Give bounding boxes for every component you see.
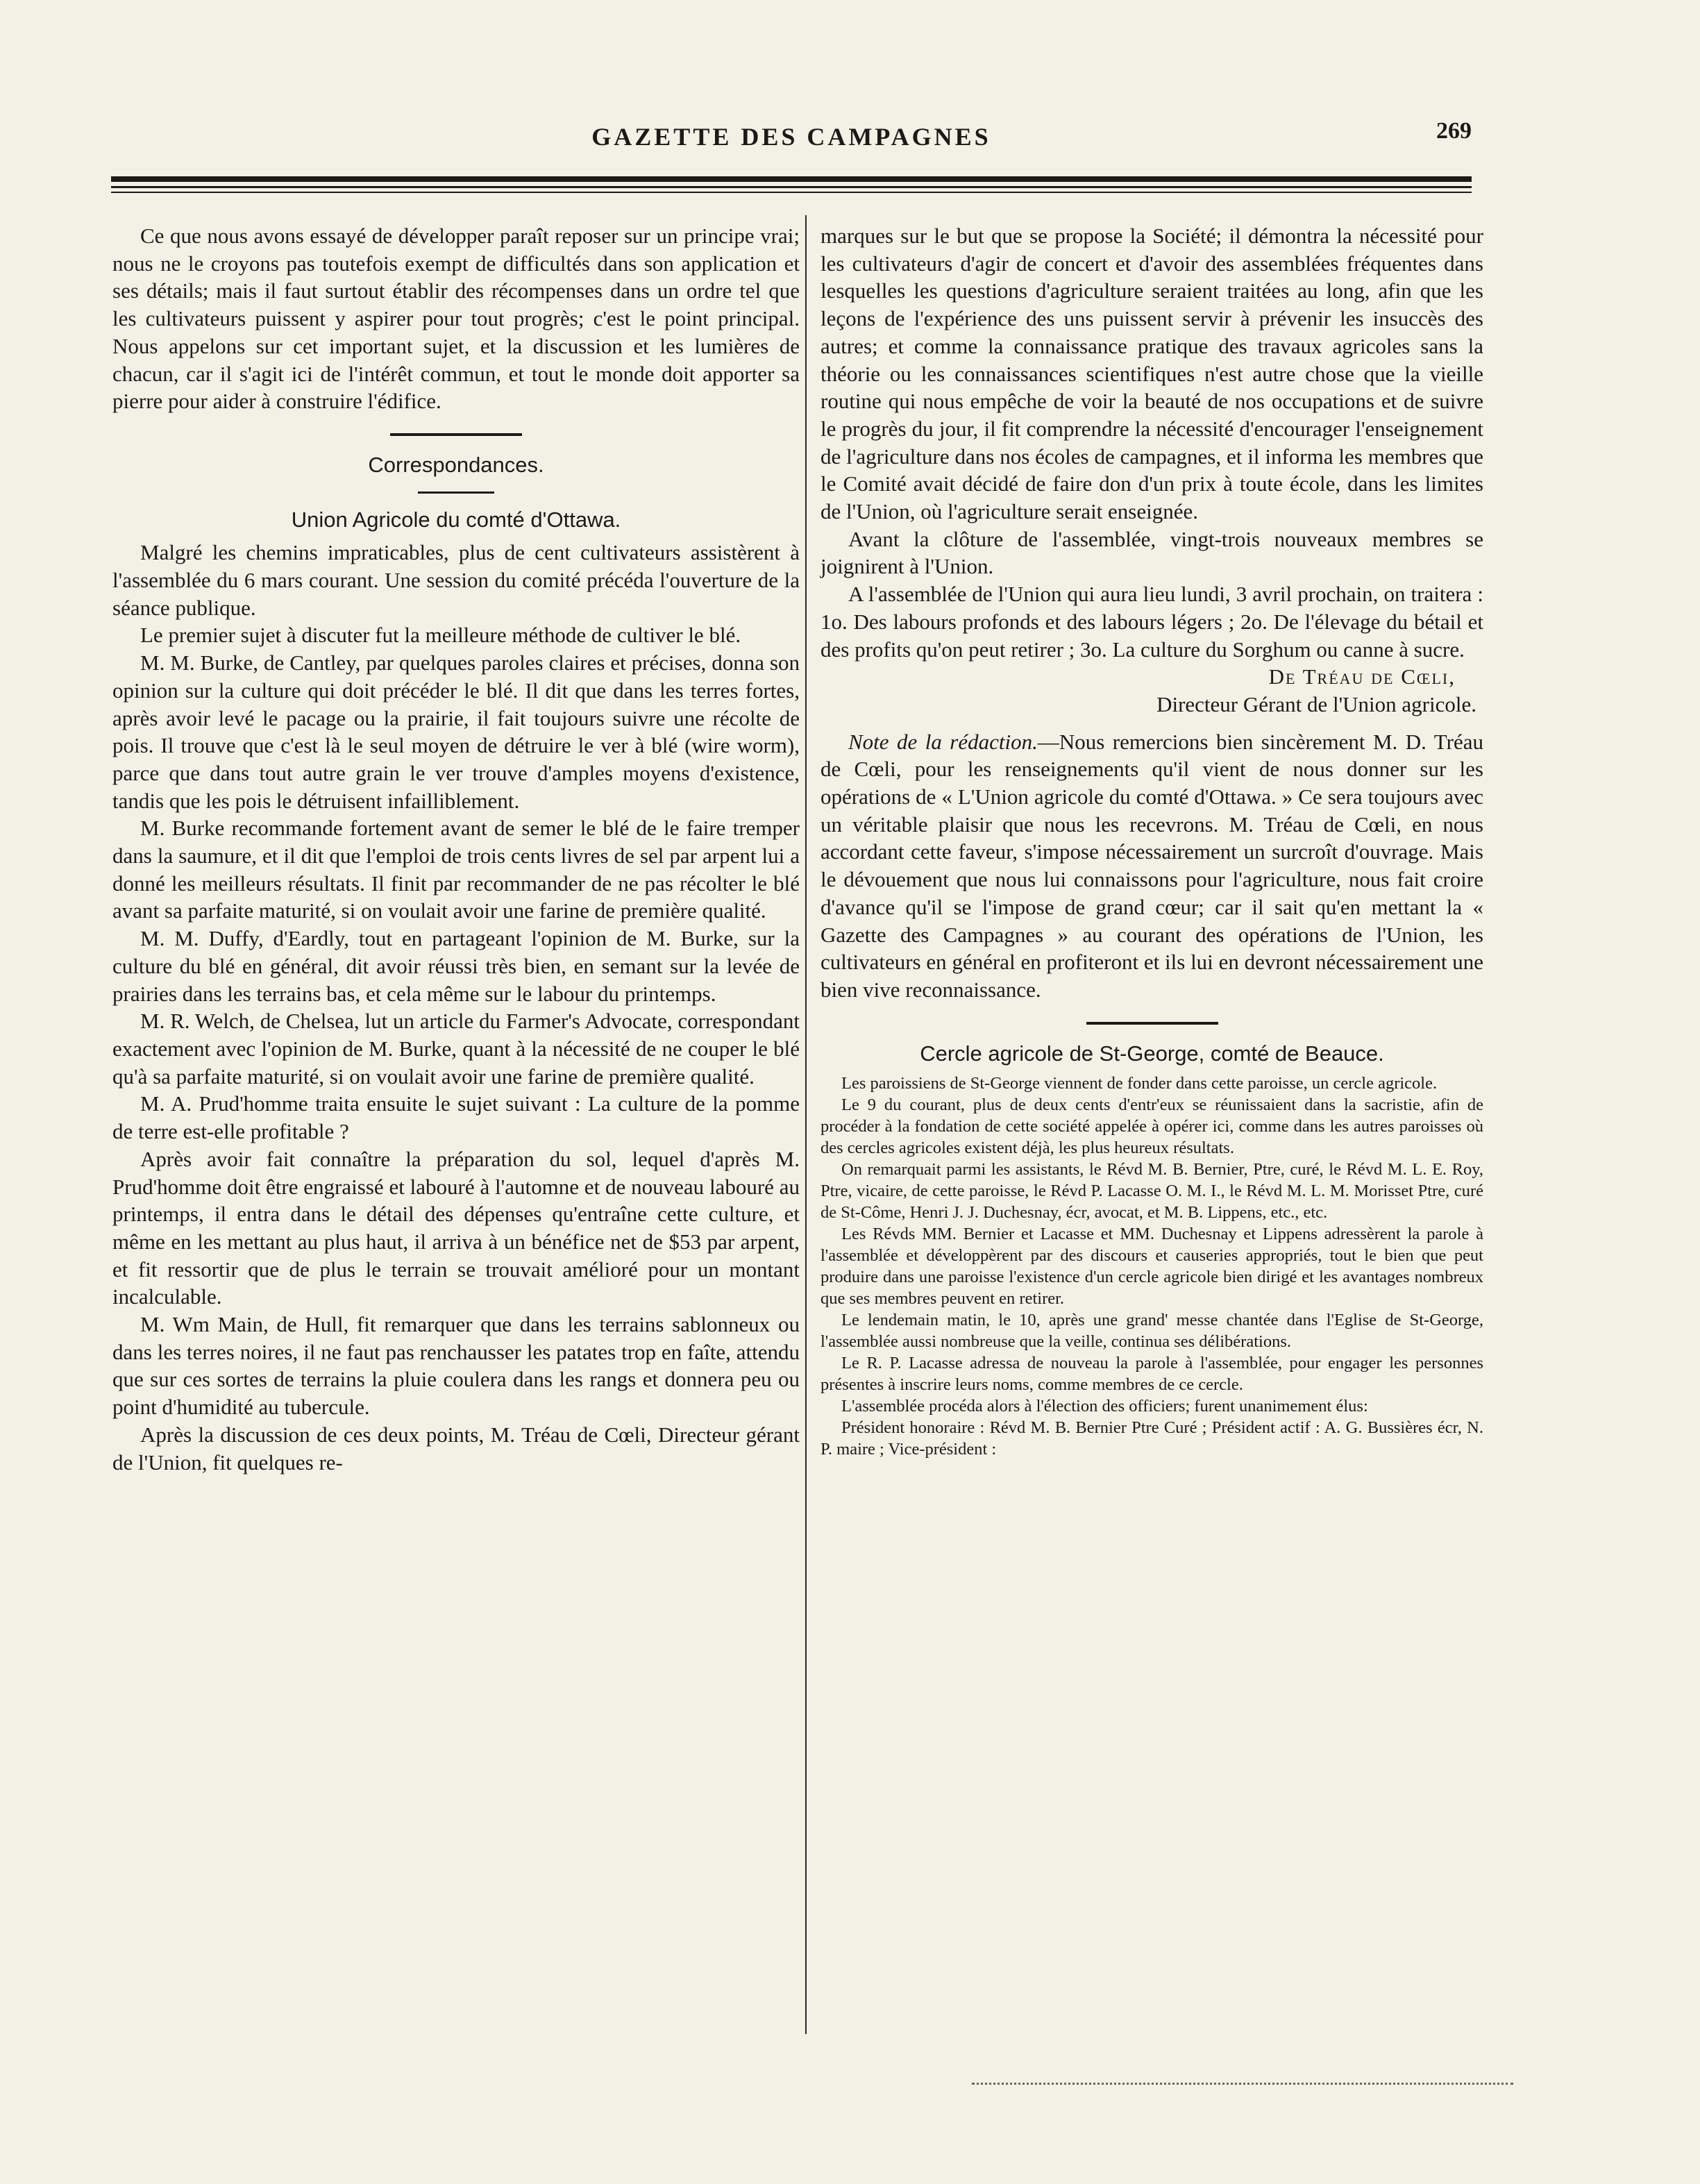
cercle-paragraph: On remarquait parmi les assistants, le Révd M. B. Bernier, Ptre, curé, le Révd M. L. E. Roy, Ptre, vicaire, de cette paroisse, le Révd P. Lacasse O. M. I., le Révd M. L. M. Morisset Ptre, curé de St-Côme, Henri J. J. Duchesnay, écr, avocat, et M. B. Lippens, etc., etc. (820, 1160, 1483, 1223)
article-paragraph: A l'assemblée de l'Union qui aura lieu lundi, 3 avril prochain, on traitera : 1o. Des labours profonds et des labours légers ; 2o. De l'élevage du bétail et des profits qu'on peut retirer ; 3o. La culture du Sorghum ou canne à sucre. (820, 582, 1483, 662)
article-paragraph: M. M. Burke, de Cantley, par quelques paroles claires et précises, donna son opinion sur la culture qui doit précéder le blé. Il dit que dans les terres fortes, après avoir levé le pacage ou la prairie, il fait toujours suivre une récolte de pois. Il trouve que c'est là le seul moyen de détruire le ver à blé (wire worm), parce que dans tout autre grain le ver trouve d'amples moyens d'existence, tandis que les pois le détruisent infailliblement. (112, 650, 800, 813)
article-paragraph: marques sur le but que se propose la Société; il démontra la nécessité pour les cultivateurs d'agir de concert et d'avoir des assemblées fréquentes dans lesquelles les questions d'agriculture seraient traitées au long, afin que les leçons de l'expérience des uns puissent servir à prévenir les insuccès des autres; et comme la connaissance pratique des travaux agricoles sans la théorie ou les connaissances scientifiques n'est autre chose que la vieille routine qui nous empêche de voir la beauté de nos occupations et de suivre le progrès du jour, il fit comprendre la nécessité d'encourager l'enseignement de l'agriculture dans nos écoles de campagnes, et il informa les membres que le Comité avait décidé de faire don d'un prix à toute école, dans les limites de l'Union, où l'agriculture serait enseignée. (820, 224, 1483, 524)
editor-note-label: Note de la rédaction. (848, 729, 1038, 754)
cercle-paragraph: Les Révds MM. Bernier et Lacasse et MM. Duchesnay et Lippens adressèrent la parole à l'assemblée et développèrent par des discours et causeries appropriés, tout le bien que peut produire dans une paroisse l'existence d'un cercle agricole bien dirigé et les avantages nombreux que ses membres peuvent en retirer. (820, 1225, 1483, 1309)
article-paragraph: Après avoir fait connaître la préparation du sol, lequel d'après M. Prud'homme doit être engraissé et labouré à l'automne et de nouveau labouré au printemps, il entra dans le détail des dépenses qu'entraîne cette culture, et même en les mettant au plus haut, il arriva à un bénéfice net de $53 par arpent, et fit ressortir que de plus le terrain se trouvait amélioré pour un montant incalculable. (112, 1146, 800, 1309)
article-title: Union Agricole du comté d'Ottawa. (291, 507, 621, 532)
cercle-paragraph: Le R. P. Lacasse adressa de nouveau la parole à l'assemblée, pour engager les personnes présentes à inscrire leurs noms, comme membres de ce cercle. (820, 1354, 1483, 1395)
section-separator (1086, 1022, 1218, 1025)
article-paragraph: Après la discussion de ces deux points, M. Tréau de Cœli, Directeur gérant de l'Union, fit quelques re- (112, 1422, 800, 1475)
article-paragraph: Le premier sujet à discuter fut la meilleure méthode de cultiver le blé. (140, 623, 741, 648)
cercle-paragraph: Le lendemain matin, le 10, après une grand' messe chantée dans l'Eglise de St-George, l'assemblée aussi nombreuse que la veille, continua ses délibérations. (820, 1311, 1483, 1352)
right-column (820, 222, 1483, 1460)
page-number: 269 (1436, 118, 1472, 144)
publication-title: GAZETTE DES CAMPAGNES (591, 123, 991, 151)
footer-print-noise (972, 2083, 1513, 2087)
article-paragraph: M. A. Prud'homme traita ensuite le sujet suivant : La culture de la pomme de terre est-elle profitable ? (112, 1091, 800, 1144)
section-title: Correspondances. (368, 452, 544, 477)
article-paragraph: M. M. Duffy, d'Eardly, tout en partageant l'opinion de M. Burke, sur la culture du blé en général, dit avoir réussi très bien, en semant sur la levée de prairies dans les terrains bas, et cela même sur le labour du printemps. (112, 926, 800, 1006)
cercle-paragraph: Le 9 du courant, plus de deux cents d'entr'eux se réunissaient dans la sacristie, afin de procéder à la fondation de cette société appelée à opérer ici, comme dans les autres paroisses où des cercles agricoles existent déjà, les plus heureux résultats. (820, 1095, 1483, 1158)
column-divider (805, 215, 807, 2034)
signature-role: Directeur Gérant de l'Union agricole. (1156, 691, 1476, 716)
page-header (111, 118, 1472, 160)
header-rule-thin-lower (111, 192, 1472, 193)
article-paragraph: Avant la clôture de l'assemblée, vingt-trois nouveaux membres se joignirent à l'Union. (820, 526, 1483, 579)
header-rule-thin (111, 186, 1472, 188)
signature-name: De Tréau de Cœli, (1268, 664, 1456, 689)
section-separator (390, 433, 522, 436)
cercle-title: Cercle agricole de St-George, comté de Beauce. (920, 1041, 1384, 1066)
header-rule-thick (111, 176, 1472, 182)
article-paragraph: Malgré les chemins impraticables, plus de cent cultivateurs assistèrent à l'assemblée du 6 mars courant. Une session du comité précéda l'ouverture de la séance publique. (112, 540, 800, 620)
intro-paragraph: Ce que nous avons essayé de développer paraît reposer sur un principe vrai; nous ne le croyons pas toutefois exempt de difficultés dans son application et ses détails; mais il faut surtout établir des récompenses dans un ordre tel que les cultivateurs puissent y aspirer pour tout progrès; c'est le point principal. Nous appelons sur cet important sujet, et la discussion et les lumières de chacun, car il s'agit ici de l'intérêt commun, et tout le monde doit apporter sa pierre pour aider à construire l'édifice. (112, 224, 800, 414)
article-paragraph: M. Wm Main, de Hull, fit remarquer que dans les terrains sablonneux ou dans les terres noires, il ne faut pas renchausser les patates trop en faîte, attendu que sur ces sortes de terrains la pluie coulera dans les rangs et donnera peu ou point d'humidité au tubercule. (112, 1312, 800, 1420)
left-column (112, 222, 800, 1476)
editor-note (820, 728, 1483, 1004)
article-paragraph: M. R. Welch, de Chelsea, lut un article du Farmer's Advocate, correspondant exactement avec l'opinion de M. Burke, quant à la nécessité de ne couper le blé qu'à sa parfaite maturité, si on voulait avoir une farine de première qualité. (112, 1009, 800, 1089)
cercle-article (820, 1073, 1483, 1460)
cercle-paragraph: L'assemblée procéda alors à l'élection des officiers; furent unanimement élus: (841, 1397, 1368, 1416)
cercle-paragraph: Les paroissiens de St-George viennent de fonder dans cette paroisse, un cercle agricole. (841, 1074, 1438, 1093)
editor-note-text: —Nous remercions bien sincèrement M. D. Tréau de Cœli, pour les renseignements qu'il vient de nous donner sur les opérations de « L'Union agricole du comté d'Ottawa. » Ce sera toujours avec un véritable plaisir que nous les recevrons. M. Tréau de Cœli, en nous accordant cette faveur, s'impose nécessairement un surcroît d'ouvrage. Mais le dévouement que nous lui connaissons pour l'agriculture, nous fait croire d'avance qu'il se l'impose de grand cœur; car il sait qu'en mettant la « Gazette des Campagnes » au courant des opérations de l'Union, les cultivateurs en général en profiteront et ils lui en devront nécessairement une bien vive reconnaissance. (820, 729, 1483, 1002)
title-separator (418, 492, 494, 494)
cercle-paragraph: Président honoraire : Révd M. B. Bernier Ptre Curé ; Président actif : A. G. Bussières écr, N. P. maire ; Vice-président : (820, 1418, 1483, 1459)
article-paragraph: M. Burke recommande fortement avant de semer le blé de le faire tremper dans la saumure, et il dit que l'emploi de trois cents livres de sel par arpent lui a donné les meilleurs résultats. Il finit par recommander de ne pas récolter le blé avant sa parfaite maturité, si on voulait avoir une farine de première qualité. (112, 816, 800, 923)
